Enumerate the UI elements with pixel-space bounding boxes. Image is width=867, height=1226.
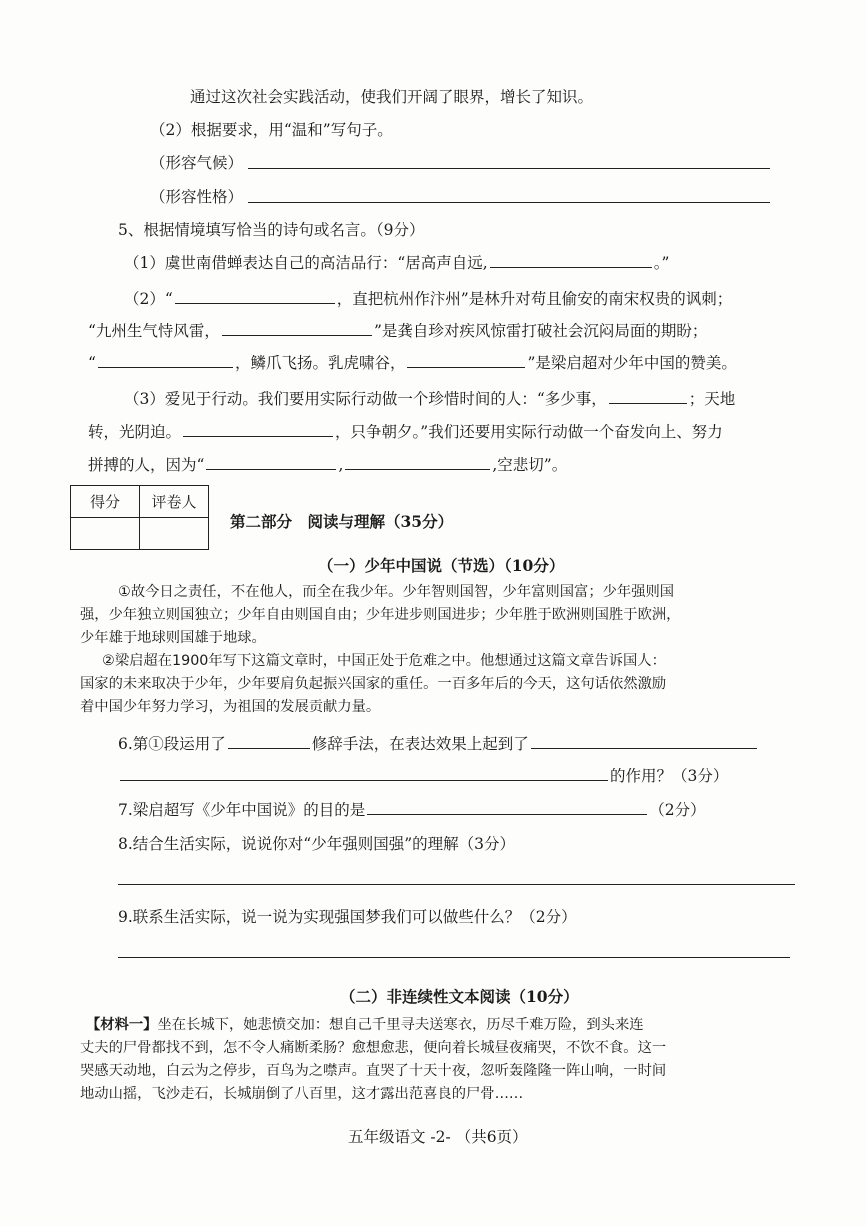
q5-2-blank-2[interactable] bbox=[222, 320, 372, 336]
q5-2-text-5: ”是梁启超对少年中国的赞美。 bbox=[527, 354, 737, 372]
q5-1-blank[interactable] bbox=[490, 252, 652, 268]
q5-2-line3 bbox=[88, 352, 737, 374]
q7-points: （2分） bbox=[649, 801, 706, 819]
score-table bbox=[70, 485, 209, 550]
part2-title: 第二部分 阅读与理解（35分） bbox=[230, 512, 454, 531]
passage-line: 哭感天动地，白云为之停步，百鸟为之噤声。直哭了十天十夜，忽听轰隆隆一阵山响，一时间 bbox=[80, 1063, 667, 1079]
q5-3-blank-1[interactable] bbox=[609, 388, 687, 404]
question-8: 8.结合生活实际，说说你对“少年强则国强”的理解（3分） bbox=[118, 835, 516, 853]
text-line: 通过这次社会实践活动，使我们开阔了眼界，增长了知识。 bbox=[190, 88, 594, 106]
q5-3-line1 bbox=[124, 388, 735, 410]
q5-3-blank-3[interactable] bbox=[206, 454, 336, 470]
q5-2-text-1: ，直把杭州作汴州”是林升对苟且偷安的南宋权贵的讽刺； bbox=[336, 290, 733, 308]
passage-line bbox=[80, 1014, 666, 1037]
q5-2-blank-4[interactable] bbox=[407, 352, 525, 368]
q5-1-text: （1）虞世南借蝉表达自己的高洁品行：“居高声自远, bbox=[124, 254, 488, 272]
grader-label: 评卷人 bbox=[140, 486, 209, 518]
q6-text-3: 的作用？（3分） bbox=[610, 767, 729, 785]
q6-text-2: 修辞手法，在表达效果上起到了 bbox=[311, 735, 529, 753]
character-answer-line[interactable] bbox=[248, 202, 770, 203]
q5-3-line2 bbox=[88, 421, 723, 443]
passage-line: 强，少年独立则国独立；少年自由则国自由；少年进步则国进步；少年胜于欧洲则国胜于欧洲， bbox=[80, 607, 681, 623]
q5-2-blank-3[interactable] bbox=[98, 352, 233, 368]
q5-3-line3 bbox=[88, 454, 567, 476]
character-label: （形容性格） bbox=[150, 188, 244, 206]
q5-2-text-2: “九州生气恃风雷， bbox=[88, 322, 220, 340]
q7-text: 7.梁启超写《少年中国说》的目的是 bbox=[118, 801, 366, 819]
grader-cell[interactable] bbox=[140, 518, 209, 550]
q5-3-blank-4[interactable] bbox=[345, 454, 490, 470]
section2-title: （二）非连续性文本阅读（10分） bbox=[340, 987, 579, 1006]
material-1-label: 【材料一】 bbox=[86, 1017, 158, 1033]
q5-3-comma: , bbox=[338, 456, 344, 474]
q5-2-text-3: ”是龚自珍对疾风惊雷打破社会沉闷局面的期盼； bbox=[373, 322, 708, 340]
q5-3-text-1: （3）爱见于行动。我们要用实际行动做一个珍惜时间的人：“多少事， bbox=[124, 390, 607, 408]
question-5-title: 5、根据情境填写恰当的诗句或名言。（9分） bbox=[118, 221, 425, 239]
q8-answer-line[interactable] bbox=[118, 884, 795, 885]
q5-3-text-3: 转，光阴迫。 bbox=[88, 423, 182, 441]
q6-blank-2[interactable] bbox=[531, 733, 757, 749]
q7-blank[interactable] bbox=[367, 799, 647, 815]
q5-3-text-2: ；天地 bbox=[688, 390, 736, 408]
climate-answer-line[interactable] bbox=[248, 168, 770, 169]
q6-blank-1[interactable] bbox=[228, 733, 310, 749]
passage-1 bbox=[80, 581, 680, 719]
question-6 bbox=[118, 733, 759, 755]
passage-line: 少年雄于地球则国雄于地球。 bbox=[80, 630, 266, 646]
q5-2-open: （2）“ bbox=[124, 290, 173, 308]
q5-2-line1 bbox=[124, 288, 732, 310]
q6-blank-3[interactable] bbox=[120, 765, 608, 781]
question-6-cont bbox=[118, 765, 728, 787]
q5-2-text-4: ，鳞爪飞扬。乳虎啸谷， bbox=[234, 354, 406, 372]
q5-3-text-5: 拼搏的人，因为“ bbox=[88, 456, 205, 474]
q5-3-text-6: ,空悲切”。 bbox=[492, 456, 568, 474]
q5-3-blank-2[interactable] bbox=[183, 421, 333, 437]
passage-line: 地动山摇，飞沙走石，长城崩倒了八百里，这才露出范喜良的尸骨…… bbox=[80, 1086, 524, 1102]
q5-1-end: 。” bbox=[653, 254, 670, 272]
page-footer: 五年级语文 -2- （共6页） bbox=[348, 1128, 528, 1146]
q5-3-text-4: ，只争朝夕。”我们还要用实际行动做一个奋发向上、努力 bbox=[335, 423, 723, 441]
q5-2-line2 bbox=[88, 320, 707, 342]
section1-title: （一）少年中国说（节选）（10分） bbox=[318, 556, 565, 575]
score-cell[interactable] bbox=[71, 518, 140, 550]
passage-line: ②梁启超在1900年写下这篇文章时，中国正处于危难之中。他想通过这篇文章告诉国人： bbox=[102, 653, 666, 669]
q5-2-blank-1[interactable] bbox=[175, 288, 335, 304]
score-label: 得分 bbox=[71, 486, 140, 518]
passage-line: 着中国少年努力学习，为祖国的发展贡献力量。 bbox=[80, 699, 381, 715]
question-4-2: （2）根据要求，用“温和”写句子。 bbox=[150, 121, 393, 139]
q5-1 bbox=[124, 252, 669, 274]
material-1 bbox=[80, 1014, 666, 1106]
climate-label: （形容气候） bbox=[150, 154, 244, 172]
material-1-text: 坐在长城下，她悲愤交加：想自己千里寻夫送寒衣，历尽千难万险，到头来连 bbox=[157, 1017, 644, 1033]
passage-line: 丈夫的尸骨都找不到，怎不令人痛断柔肠？愈想愈悲，便向着长城昼夜痛哭，不饮不食。这一 bbox=[80, 1040, 667, 1056]
passage-line: 国家的未来取决于少年，少年要肩负起振兴国家的重任。一百多年后的今天，这句话依然激励 bbox=[80, 676, 667, 692]
passage-line: ①故今日之责任，不在他人，而全在我少年。少年智则国智，少年富则国富；少年强则国 bbox=[118, 584, 675, 600]
q9-answer-line[interactable] bbox=[118, 957, 790, 958]
q5-2-open-2: “ bbox=[88, 354, 96, 372]
question-9: 9.联系生活实际，说一说为实现强国梦我们可以做些什么？（2分） bbox=[118, 908, 577, 926]
q6-text-1: 6.第①段运用了 bbox=[118, 735, 226, 753]
question-7 bbox=[118, 799, 706, 821]
